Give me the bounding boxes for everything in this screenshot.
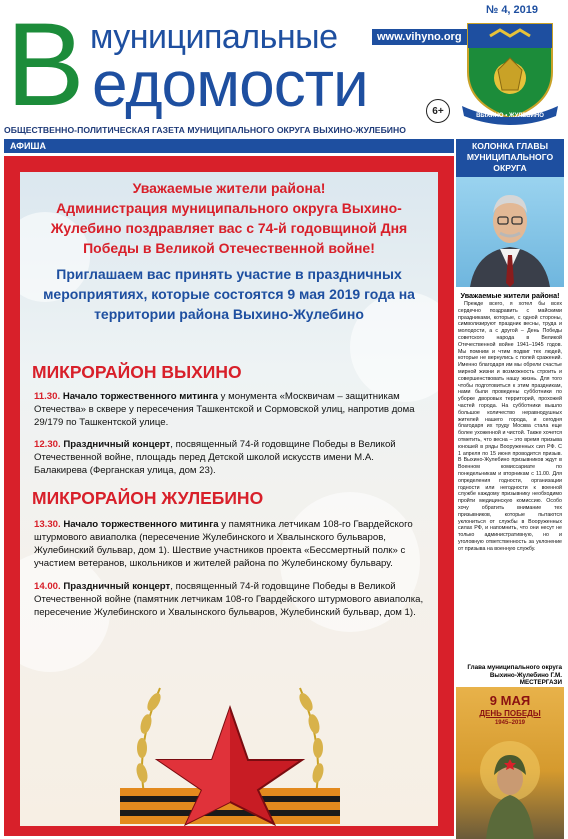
event-name: Праздничный концерт: [63, 439, 171, 450]
event-time: 11.30.: [34, 391, 61, 402]
poster-greeting: Уважаемые жители района! Администрация муниципального округа Выхино-Жулебино поздравляет вас с 74-й годовщиной Дня Победы в Великой Отечественной войне!: [50, 180, 408, 256]
event-description: , посвященный 74-й годовщине Победы в Великой Отечественной войне (памятник летчикам 108-го Гвардейского штурмового авиаполка, пересечение Жулебинского и Хвалынского бульваров, Жулебинский бульвар, дом 1).: [34, 581, 424, 618]
column-header: КОЛОНКА ГЛАВЫ МУНИЦИПАЛЬНОГО ОКРУГА: [456, 139, 564, 177]
issue-number: № 4, 2019: [486, 4, 539, 16]
crest-band-text: ВЫХИНО • ЖУЛЕБИНО: [476, 113, 544, 119]
event-item: [34, 390, 426, 429]
event-item: [34, 438, 426, 477]
section-label: АФИША: [10, 141, 46, 151]
event-name: Начало торжественного митинга: [63, 519, 219, 530]
site-link[interactable]: www.vihyno.org: [372, 29, 467, 45]
district-title-vykhino: МИКРОРАЙОН ВЫХИНО: [32, 362, 242, 382]
event-item: [34, 518, 426, 570]
masthead-letter: В: [6, 0, 83, 131]
event-description: у монумента «Москвичам – защитникам Отечества» в сквере у пересечения Ташкентской и Сормовской улиц, напротив дома 29/179 по Ташкентской улице.: [34, 391, 415, 428]
poster-date: 9 МАЯ: [489, 693, 531, 708]
event-description: , посвященный 74-й годовщине Победы в Великой Отечественной войне, площадь перед Детской школой искусств имени М.А. Балакирева (Ферганская улица, дом 23).: [34, 439, 396, 476]
district-title-zhulebino: МИКРОРАЙОН ЖУЛЕБИНО: [32, 488, 264, 508]
poster-invitation: Приглашаем вас принять участие в праздничных мероприятиях, которые состоятся 9 мая 2019 года на территории района Выхино-Жулебино: [43, 266, 415, 322]
event-time: 13.30.: [34, 519, 61, 530]
event-name: Начало торжественного митинга: [62, 391, 219, 402]
author-photo: [456, 177, 564, 287]
editor-column: [456, 139, 564, 839]
event-description: у памятника летчикам 108-го Гвардейского штурмового авиаполка (пересечение Жулебинского и Хвалынского бульваров, Жулебинский бульвар, дом 1). Шествие участников проекта «Бессмертный полк» с участием ветеранов, школьников и жителей района по Жулебинскому бульвару.: [34, 519, 413, 569]
victory-star-wreath-icon: [120, 648, 340, 826]
masthead-word-bottom: едомости: [92, 48, 368, 120]
portrait-icon: [456, 177, 564, 287]
event-item: [34, 580, 426, 619]
soldier-illustration-icon: [456, 731, 564, 839]
section-bar: [4, 139, 454, 153]
poster-holiday: ДЕНЬ ПОБЕДЫ: [479, 709, 541, 718]
event-poster: [4, 156, 454, 836]
age-rating-badge: 6+: [426, 99, 450, 123]
event-name: Праздничный концерт: [63, 581, 171, 592]
masthead-word-top: муниципальные: [90, 18, 338, 56]
column-signature: Глава муниципального округа Выхино-Жулебино Г.М. МЕСТЕРГАЗИ: [467, 664, 562, 686]
event-time: 14.00.: [34, 581, 61, 592]
poster-years: 1945–2019: [494, 720, 526, 726]
column-greeting: Уважаемые жители района!: [460, 291, 560, 300]
poster-background: [20, 172, 438, 826]
column-body: Прежде всего, я хотел бы всех сердечно поздравить с майскими праздниками, которые, с одной стороны, символизируют праздник весны, труда и молодости, а с другой – День Победы советского народа в Великой Отечественной войне 1941–1945 годов. Мы помним и чтим подвиг тех людей, которые не вернулись с полей сражений. Именно благодаря им мы обрели счастье мирной жизни и возможность строить и совершенствовать нашу жизнь. Для того чтобы подготовиться к этим праздникам, нами были проведены субботники по уборке дворовых территорий, прохожей частей города. На субботники вышло большое количество неравнодушных жителей нашего города, и сегодня благодаря их труду Москва стала еще более ухоженной и чистой. Также хочется отметить, что весна – это время призыва юношей в ряды Вооруженных сил РФ. С 1 апреля по 15 июня проводится призыв. В Выхино-Жулебино призывников ждут в Военном комиссариате по понедельникам и вторникам с 11.00. Для определения годности, организации годности или негодности к военной службе каждому призывнику необходимо пройти медицинскую комиссию. Особо хочу обратить внимание тех призывников, которые пытаются уклониться от службы в Вооруженных силах РФ, и напомнить, что они несут не только административную, но и уголовную ответственность за уклонение от призыва на военную службу.: [458, 301, 562, 552]
victory-day-poster: [456, 687, 564, 839]
coat-of-arms-icon: [460, 18, 560, 126]
newspaper-tagline: ОБЩЕСТВЕННО-ПОЛИТИЧЕСКАЯ ГАЗЕТА МУНИЦИПАЛЬНОГО ОКРУГА ВЫХИНО-ЖУЛЕБИНО: [4, 125, 407, 135]
event-time: 12.30.: [34, 439, 61, 450]
